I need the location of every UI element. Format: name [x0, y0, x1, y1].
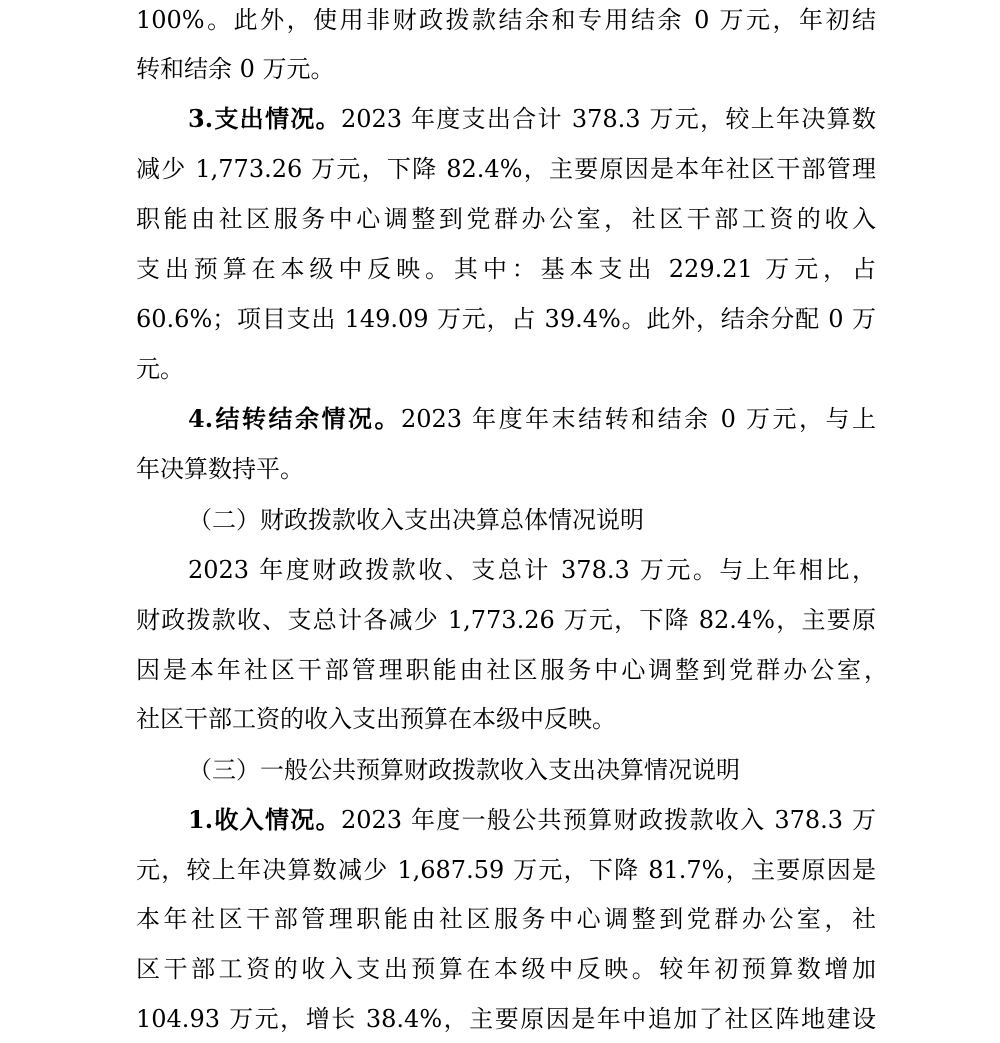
paragraph-line: 减少 1,773.26 万元，下降 82.4%，主要原因是本年社区干部管理	[136, 155, 876, 183]
paragraph-line: 100%。此外，使用非财政拨款结余和专用结余 0 万元，年初结	[136, 6, 876, 34]
paragraph-line: 财政拨款收、支总计各减少 1,773.26 万元，下降 82.4%，主要原	[136, 606, 876, 634]
paragraph-line: 职能由社区服务中心调整到党群办公室，社区干部工资的收入	[136, 205, 876, 233]
paragraph-line: 60.6%；项目支出 149.09 万元，占 39.4%。此外，结余分配 0 万	[136, 305, 876, 333]
paragraph-line: 区干部工资的收入支出预算在本级中反映。较年初预算数增加	[136, 955, 876, 983]
paragraph-text: 2023 年度一般公共预算财政拨款收入 378.3 万	[340, 806, 876, 834]
paragraph-line-with-heading	[188, 800, 876, 840]
paragraph-line: 元，较上年决算数减少 1,687.59 万元，下降 81.7%，主要原因是	[136, 856, 876, 884]
section-heading-carryover: 4.结转结余情况。	[188, 404, 401, 433]
paragraph-line: 转和结余 0 万元。	[136, 55, 335, 83]
paragraph-line-with-heading	[188, 99, 876, 139]
paragraph-line: 社区干部工资的收入支出预算在本级中反映。	[136, 705, 616, 733]
paragraph-line: 元。	[136, 355, 184, 383]
paragraph-line: 因是本年社区干部管理职能由社区服务中心调整到党群办公室，	[136, 656, 888, 684]
section-heading-income: 1.收入情况。	[188, 805, 341, 834]
paragraph-line: 支出预算在本级中反映。其中：基本支出 229.21 万元，占	[136, 255, 876, 283]
paragraph-line: 本年社区干部管理职能由社区服务中心调整到党群办公室，社	[136, 905, 876, 933]
section-heading-expenditure: 3.支出情况。	[188, 104, 341, 133]
paragraph-text: 2023 年度年末结转和结余 0 万元，与上	[400, 405, 877, 433]
paragraph-text: 2023 年度支出合计 378.3 万元，较上年决算数	[340, 105, 876, 133]
paragraph-line: 年决算数持平。	[136, 455, 304, 483]
subsection-heading-general-budget: （三）一般公共预算财政拨款收入支出决算情况说明	[188, 756, 740, 784]
paragraph-line-with-heading	[188, 399, 876, 439]
paragraph-line: 104.93 万元，增长 38.4%，主要原因是年中追加了社区阵地建设	[136, 1005, 876, 1033]
subsection-heading-fiscal-overall: （二）财政拨款收入支出决算总体情况说明	[188, 506, 644, 534]
paragraph-line: 2023 年度财政拨款收、支总计 378.3 万元。与上年相比，	[188, 556, 876, 584]
